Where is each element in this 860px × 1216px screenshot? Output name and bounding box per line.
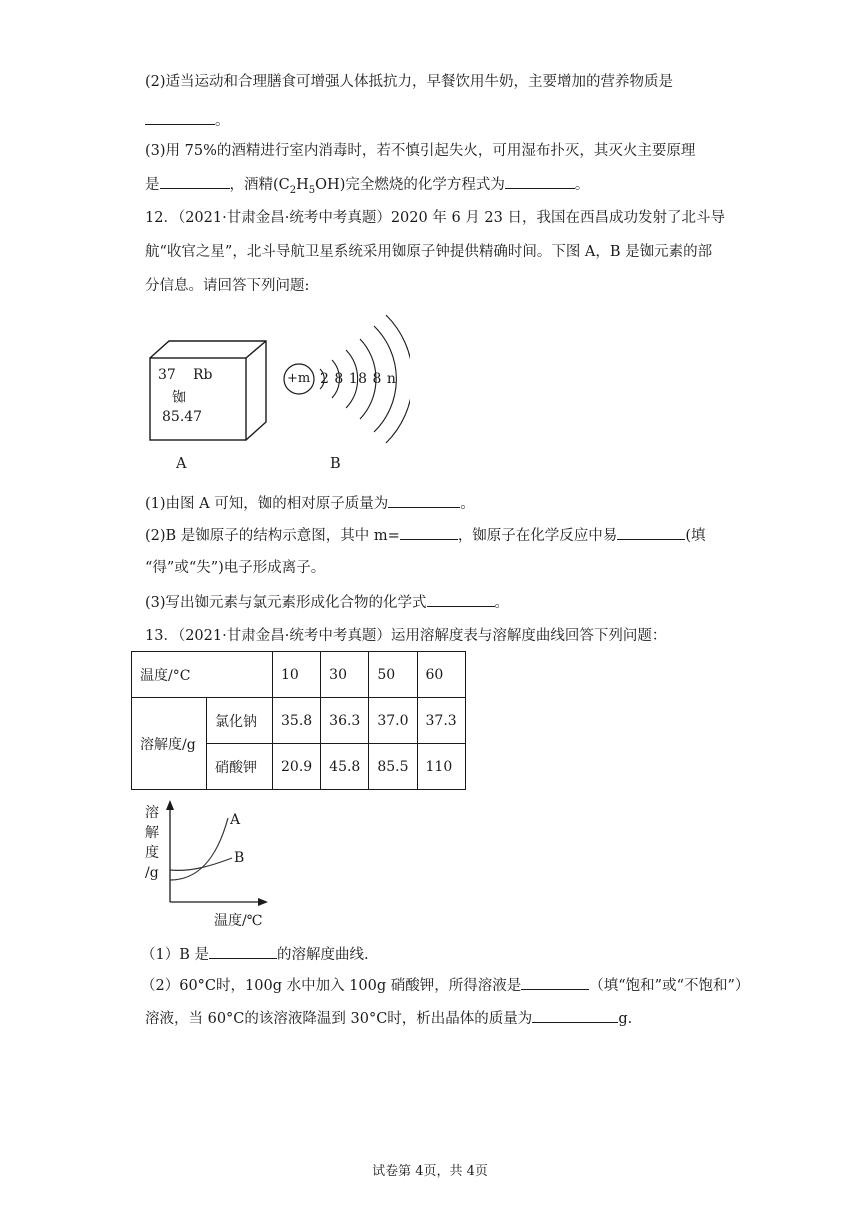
nucleus-charge: +m: [287, 371, 311, 386]
y-axis-label: 溶 解 度 /g: [145, 805, 159, 881]
element-name: 铷: [172, 390, 186, 406]
answer-blank[interactable]: [145, 110, 215, 125]
solubility-cell: 45.8: [321, 744, 369, 790]
x-axis-label: 温度/℃: [214, 913, 263, 929]
solubility-header: 溶解度/g: [132, 698, 207, 790]
temp-cell: 50: [369, 652, 417, 698]
q12-stem-line1: 12．（2021·甘肃金昌·统考中考真题）2020 年 6 月 23 日，我国在西昌成功发射了北斗导: [145, 210, 725, 226]
solubility-table: [131, 651, 466, 790]
temp-cell: 10: [273, 652, 321, 698]
q12-stem-line2: 航“收官之星”，北斗导航卫星系统采用铷原子钟提供精确时间。下图 A，B 是铷元素的部: [145, 244, 713, 260]
q12-sub1: (1)由图 A 可知，铷的相对原子质量为 。: [145, 493, 475, 514]
q12-stem-line3: 分信息。请回答下列问题:: [145, 278, 310, 294]
solubility-cell: 37.0: [369, 698, 417, 744]
solubility-cell: 37.3: [417, 698, 465, 744]
answer-blank[interactable]: [521, 975, 589, 990]
figure-label-b: B: [330, 456, 341, 472]
curve-b-label: B: [234, 850, 245, 866]
q13-sub2-cont: 溶液，当 60°C的该溶液降温到 30°C时，析出晶体的质量为 g.: [145, 1008, 632, 1029]
temp-cell: 30: [321, 652, 369, 698]
q11-part3-answer: 是 ，酒精$(C_2H_5OH)$完全燃烧的化学方程式为 。: [145, 174, 589, 201]
atomic-mass: 85.47: [162, 409, 203, 425]
q12-sub3: (3)写出铷元素与氯元素形成化合物的化学式 。: [145, 592, 509, 613]
table-row: [132, 698, 466, 744]
q13-sub1: （1）B 是 的溶解度曲线.: [141, 944, 369, 965]
solubility-cell: 35.8: [273, 698, 321, 744]
solubility-curve-graph: [166, 800, 276, 910]
curve-a-label: A: [230, 812, 241, 828]
atomic-number: 37: [158, 367, 176, 383]
q13-sub2: （2）60°C时，100g 水中加入 100g 硝酸钾，所得溶液是 （填“饱和”或“不饱和”）: [141, 975, 749, 996]
solubility-cell: 85.5: [369, 744, 417, 790]
table-row: [132, 652, 466, 698]
electron-shells: 2 8 18 8 n: [320, 371, 397, 387]
q11-part2-answer: 。: [145, 110, 230, 131]
answer-blank[interactable]: [388, 493, 460, 508]
element-card-rubidium: [149, 340, 269, 442]
answer-blank[interactable]: [160, 174, 230, 189]
substance-name: 氯化钠: [207, 698, 273, 744]
solubility-cell: 110: [417, 744, 465, 790]
answer-blank[interactable]: [427, 592, 495, 607]
figure-label-a: A: [176, 456, 187, 472]
page-footer: 试卷第 4页，共 4页: [372, 1164, 488, 1179]
q11-part3: (3)用 75%的酒精进行室内消毒时，若不慎引起失火，可用湿布扑灭，其灭火主要原理: [145, 143, 696, 159]
q12-sub2: (2)B 是铷原子的结构示意图，其中 m= ，铷原子在化学反应中易 (填: [145, 525, 705, 546]
answer-blank[interactable]: [532, 1008, 618, 1023]
temp-header: 温度/°C: [132, 652, 273, 698]
substance-name: 硝酸钾: [207, 744, 273, 790]
q12-sub2-cont: “得”或“失”)电子形成离子。: [145, 560, 326, 576]
answer-blank[interactable]: [505, 174, 575, 189]
q11-part2: (2)适当运动和合理膳食可增强人体抵抗力，早餐饮用牛奶，主要增加的营养物质是: [145, 74, 674, 90]
element-symbol: Rb: [193, 367, 213, 383]
answer-blank[interactable]: [400, 525, 458, 540]
solubility-cell: 36.3: [321, 698, 369, 744]
q13-stem: 13．（2021·甘肃金昌·统考中考真题）运用溶解度表与溶解度曲线回答下列问题：: [145, 628, 667, 644]
answer-blank[interactable]: [209, 944, 277, 959]
solubility-cell: 20.9: [273, 744, 321, 790]
answer-blank[interactable]: [617, 525, 685, 540]
temp-cell: 60: [417, 652, 465, 698]
